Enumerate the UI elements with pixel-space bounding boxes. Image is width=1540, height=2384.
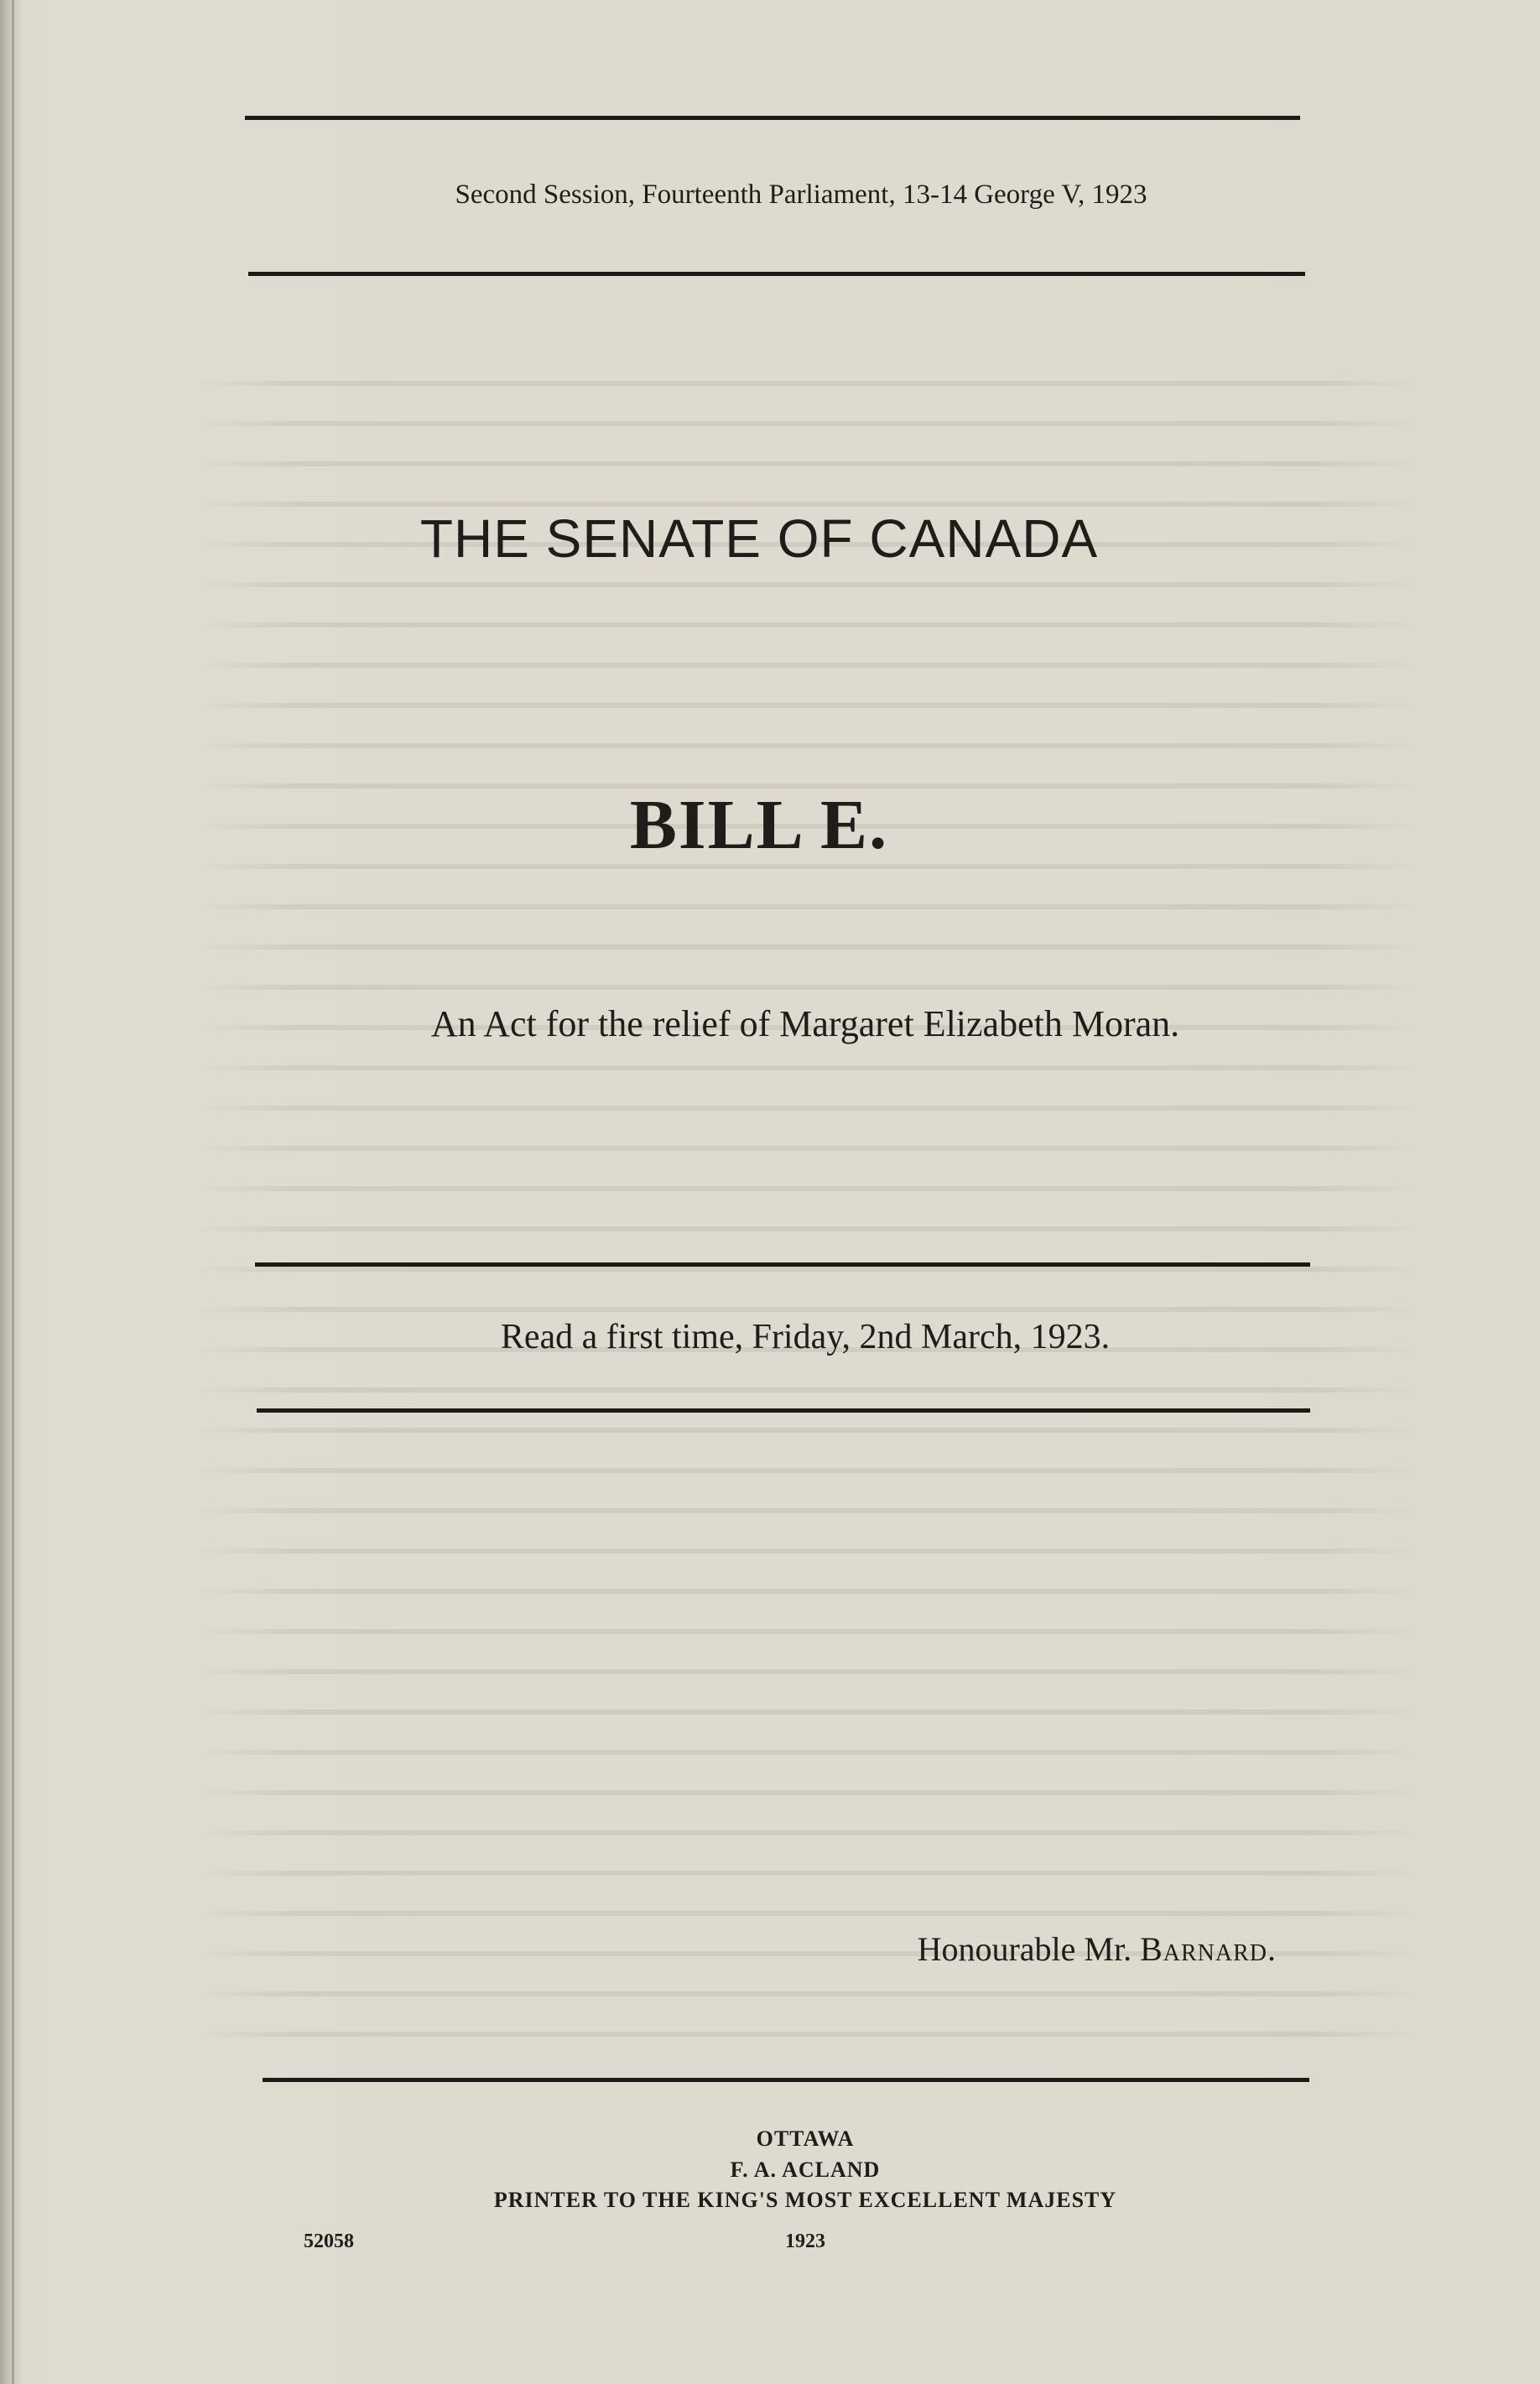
top-rule-2 xyxy=(248,272,1305,276)
sponsor-line xyxy=(252,1929,1277,1969)
imprint-printer-name: F. A. ACLAND xyxy=(730,2158,881,2182)
binding-edge xyxy=(0,0,20,2384)
imprint-year: 1923 xyxy=(785,2230,825,2252)
reading-rule-bottom xyxy=(257,1408,1310,1413)
top-rule-1 xyxy=(245,116,1300,120)
imprint-printer-title: PRINTER TO THE KING'S MOST EXCELLENT MAJESTY xyxy=(493,2188,1117,2212)
binding-shadow-line xyxy=(12,0,14,2384)
bill-title: BILL E. xyxy=(629,786,889,864)
act-title: An Act for the relief of Margaret Elizabeth Moran. xyxy=(430,1003,1180,1044)
print-number: 52058 xyxy=(304,2230,354,2252)
sponsor-name: Barnard. xyxy=(1140,1930,1277,1968)
imprint-rule xyxy=(263,2078,1309,2082)
reverse-side-show-through xyxy=(193,352,1418,2072)
session-line: Second Session, Fourteenth Parliament, 13-14 George V, 1923 xyxy=(455,180,1147,210)
first-reading-line: Read a first time, Friday, 2nd March, 1923. xyxy=(500,1318,1111,1356)
sponsor-prefix: Honourable Mr. xyxy=(917,1930,1141,1968)
senate-title: THE SENATE OF CANADA xyxy=(419,508,1099,569)
imprint-city: OTTAWA xyxy=(756,2126,855,2151)
reading-rule-top xyxy=(255,1262,1310,1267)
